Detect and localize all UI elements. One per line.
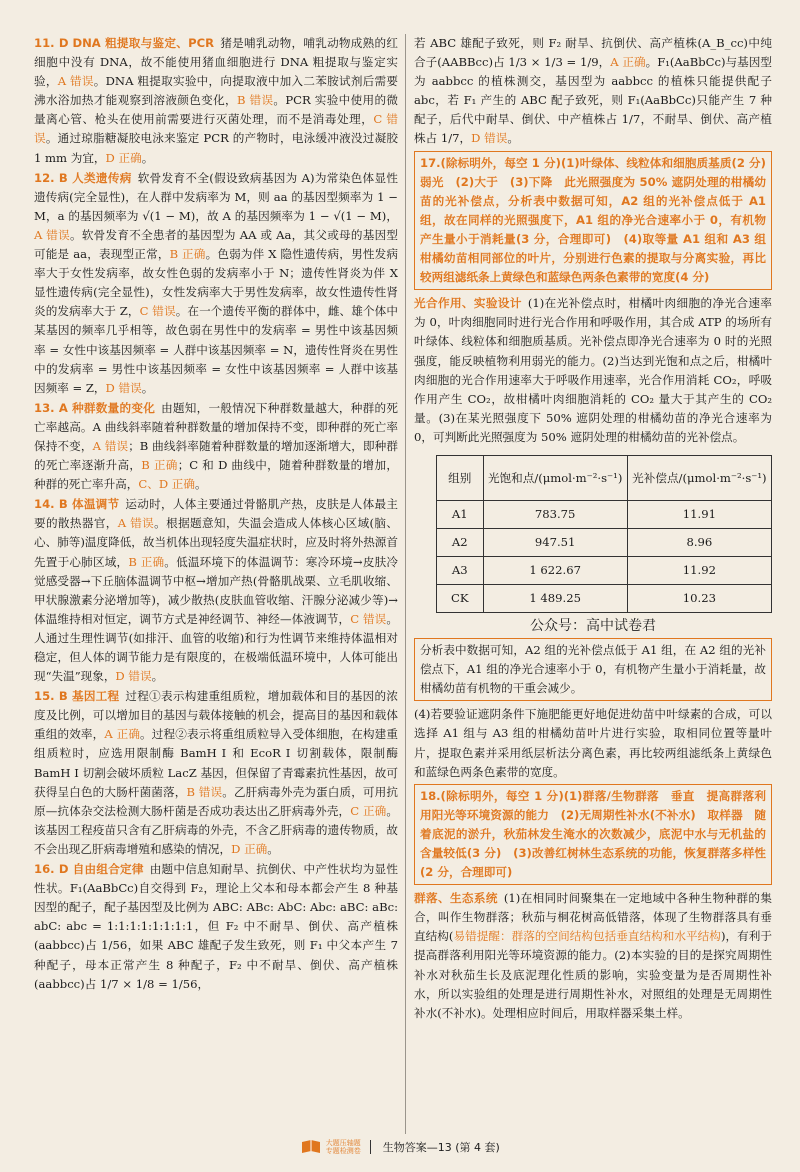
table-cell: 947.51 (483, 528, 627, 556)
analysis-box: 分析表中数据可知，A2 组的光补偿点低于 A1 组，在 A2 组的光补偿点下，A1 组的净光合速率小于 0，有机物产生量小于消耗量，故柑橘幼苗有机物的干重会减少。 (414, 638, 772, 701)
table-cell: 11.92 (627, 556, 771, 584)
book-logo-icon (300, 1138, 322, 1156)
answer-14: 14. B 体温调节 运动时，人体主要通过骨骼肌产热，皮肤是人体最主要的散热器官，A 错误。根据题意知，失温会造成人体核心区域(脑、心、肺等)温度降低，故当机体出现轻度失温症状时，应及时将外热源首先置于心肺区域，B 正确。低温环境下的体温调节：寒冷环境→皮肤冷觉感受器→下丘脑体温调节中枢→增加产热(骨骼肌战栗、立毛肌收缩、甲状腺激素分泌增加等)，减少散热(皮肤血管收缩、汗腺分泌减少等)→体温维持相对恒定，调节方式是神经调节、神经—体液调节，C 错误。人通过生理性调节(如排汗、血管的收缩)和行为性调节来维持体温相对稳定，但人体的调节能力是有限度的，在极端低温环境中，人体可能出现“失温”现象，D 错误。 (34, 497, 398, 684)
answer-11: 11. D DNA 粗提取与鉴定、PCR 猪是哺乳动物，哺乳动物成熟的红细胞中没有 DNA，故不能使用猪血细胞进行 DNA 粗提取与鉴定实验，A 错误。DNA 粗提取实验中，向提取液中加入二苯胺试剂后需要沸水浴加热才能观察到溶液颜色变化，B 错误。PCR 实验中使用的微量离心管、枪头在使用前需要进行灭菌处理，而不是消毒处理，C 错误。通过琼脂糖凝胶电泳来鉴定 PCR 的产物时，电泳缓冲液没过凝胶 1 mm 为宜，D 正确。 (34, 36, 398, 165)
table-header: 光饱和点/(μmol·m⁻²·s⁻¹) (483, 455, 627, 500)
watermark-text: 公众号：高中试卷君 (530, 617, 656, 634)
page-number: 生物答案—13 (第 4 套) (382, 1141, 500, 1154)
table-cell: 11.91 (627, 500, 771, 528)
footer-separator (370, 1140, 371, 1154)
table-header: 组别 (437, 455, 484, 500)
table-cell: 1 622.67 (483, 556, 627, 584)
error-tip: 易错提醒：群落的空间结构包括垂直结构和水平结构 (453, 929, 721, 944)
answer-13: 13. A 种群数量的变化 由题知，一般情况下种群数量越大，种群的死亡率越高。A 曲线斜率随着种群数量的增加保持不变，即种群的死亡率保持不变，A 错误；B 曲线斜率随着种群数量的增加逐渐增大，即种群的死亡率逐渐升高，B 正确；C 和 D 曲线中，随着种群数量的增加，种群的死亡率升高，C、D 正确。 (34, 400, 398, 492)
answer-15: 15. B 基因工程 过程①表示构建重组质粒，增加载体和目的基因的浓度及比例，可以增加目的基因与载体接触的机会，提高目的基因和载体重组的效率，A 正确。过程②表示将重组质粒导入受体细胞，在构建重组质粒时，应选用限制酶 BamH Ⅰ 和 EcoR Ⅰ 切割载体，限制酶 BamH Ⅰ 切割会破坏质粒 LacZ 基因，但保留了青霉素抗性基因，故可获得呈白色的大肠杆菌菌落，B 错误。乙肝病毒外壳为蛋白质，可用抗原—抗体杂交法检测大肠杆菌是否成功表达出乙肝病毒外壳，C 正确。该基因工程疫苗只含有乙肝病毒的外壳，不含乙肝病毒的遗传物质，故不会出现乙肝病毒增殖和感染的情况，D 正确。 (34, 689, 398, 856)
answer-18-key-box: 18.(除标明外，每空 1 分)(1)群落/生物群落 垂直 提高群落利用阳光等环境资源的能力 (2)无周期性补水(不补水) 取样器 随着底泥的淤升，秋茄林发生淹水的次数减少，底泥中水与无机盐的含量较低(3 分) (3)改善红树林生态系统的功能，恢复群落多样性(2 分，合理即可) (414, 784, 772, 885)
table-cell: CK (437, 584, 484, 612)
table-header: 光补偿点/(μmol·m⁻²·s⁻¹) (627, 455, 771, 500)
table-header-row (437, 455, 772, 500)
table-cell: A2 (437, 528, 484, 556)
table-cell: 783.75 (483, 500, 627, 528)
table-cell: A3 (437, 556, 484, 584)
answer-17-explanation: 光合作用、实验设计 (1)在光补偿点时，柑橘叶肉细胞的净光合速率为 0，叶肉细胞同时进行光合作用和呼吸作用，其合成 ATP 的场所有叶绿体、线粒体和细胞质基质。光补偿点即净光合速率为 0 时的光照强度，能反映植物利用弱光的能力。(2)当达到光饱和点之后，柑橘叶肉细胞的光合作用速率大于呼吸作用速率，光合作用消耗 CO₂，呼吸作用产生 CO₂，故柑橘叶肉细胞消耗的 CO₂ 量大于其产生的 CO₂ 量。(3)在某光照强度下 50% 遮阴处理的柑橘幼苗的净光合速率为 0，可判断此光照强度为 50% 遮阴处理的柑橘幼苗的光补偿点。 (414, 296, 772, 444)
table-cell: 8.96 (627, 528, 771, 556)
left-column (34, 34, 398, 995)
table-cell: 1 489.25 (483, 584, 627, 612)
table-row (437, 584, 772, 612)
table-row (437, 528, 772, 556)
footer-logo-text: 大题压轴题 专题检测卷 (325, 1139, 361, 1155)
table-cell: A1 (437, 500, 484, 528)
answer-12: 12. B 人类遗传病 软骨发育不全(假设致病基因为 A)为常染色体显性遗传病(完全显性)，在人群中发病率为 M，则 aa 的基因型频率为 1 − M，a 的基因频率为 √(1 − M)，故 A 的基因频率为 1 − √(1 − M)，A 错误。软骨发育不全患者的基因型为 AA 或 Aa，其父或母的基因型可能是 aa，表现型正常，B 正确。色弱为伴 X 隐性遗传病，男性发病率大于女性发病率，故女性色弱的发病率小于 N；遗传性肾炎为伴 X 显性遗传病(完全显性)，女性发病率大于男性发病率，故女性遗传性肾炎的发病率大于 Z，C 错误。在一个遗传平衡的群体中，雌、雄个体中某基因的频率几乎相等，故色弱在男性中的发病率 = 男性中该基因频率 = 女性中该基因频率 = 人群中该基因频率 = N，遗传性肾炎在男性中的发病率 = 男性中该基因频率 = 女性中该基因频率 = 人群中该基因频率 = Z，D 错误。 (34, 170, 399, 395)
data-table (436, 455, 772, 613)
answer-16: 16. D 自由组合定律 由题中信息知耐旱、抗倒伏、中产性状均为显性性状。F₁(AaBbCc)自交得到 F₂，理论上父本和母本都会产生 8 种基因型的配子，配子基因型及比例为 ABC: ABc: AbC: Abc: aBC: aBc: abC: abc = 1:1:1:1:1:1:1:1，但 F₂ 中不耐旱、倒伏、高产植株(aabbcc)占 1/56，如果 ABC 雄配子发生致死，则 F₁ 中父本产生 7 种配子，母本正常产生 8 种配子，F₂ 中不耐旱、倒伏、高产植株(aabbcc)占 1/7 × 1/8 = 1/56， (34, 862, 398, 991)
answer-16-continued: 若 ABC 雄配子致死，则 F₂ 耐旱、抗倒伏、高产植株(A_B_cc)中纯合子(AABBcc)占 1/3 × 1/3 = 1/9，A 正确。F₁(AaBbCc)与基因型为 aabbcc 的植株测交，基因型为 aabbcc 的植株只能提供配子 abc，若 F₁ 产生的 ABC 配子致死，则 F₁(AaBbCc)只能产生 7 种配子，后代中耐旱、倒伏、中产植株占 1/7，不耐旱、倒伏、高产植株占 1/7，D 错误。 (414, 36, 772, 146)
table-row (437, 500, 772, 528)
table-cell: 10.23 (627, 584, 771, 612)
answer-17-part4: (4)若要验证遮阴条件下施肥能更好地促进幼苗中叶绿素的合成，可以选择 A1 组与 A3 组的柑橘幼苗叶片进行实验，取相同位置等量叶片，提取色素并采用纸层析法分离色素，再比较两组滤纸条上黄绿色和蓝绿色两条色素带的宽度。 (414, 707, 772, 779)
column-divider (405, 34, 406, 1134)
page-footer (0, 1138, 800, 1162)
table-row (437, 556, 772, 584)
answer-17-key-box: 17.(除标明外，每空 1 分)(1)叶绿体、线粒体和细胞质基质(2 分) 弱光 (2)大于 (3)下降 此光照强度为 50% 遮阴处理的柑橘幼苗的光补偿点，分析表中数据可知，A2 组的光补偿点低于 A1 组，故在同样的光照强度下，A1 组的净光合速率小于 0，有机物产生量小于消耗量(3 分，合理即可) (4)取等量 A1 组和 A3 组柑橘幼苗相同部位的叶片，分别进行色素的提取与分离实验，再比较两组滤纸条上黄绿色和蓝绿色两条色素带的宽度(4 分) (414, 151, 772, 291)
right-column (414, 34, 778, 1024)
answer-18-explanation: 群落、生态系统 (1)在相同时间聚集在一定地域中各种生物种群的集合，叫作生物群落；秋茄与桐花树高低错落，体现了生物群落具有垂直结构(易错提醒：群落的空间结构包括垂直结构和水平结构)，有利于提高群落利用阳光等环境资源的能力。(2)本实验的目的是探究周期性补水对秋茄生长及底泥理化性质的影响，实验变量为是否周期性补水，所以实验组的处理是进行周期性补水，对照组的处理是无周期性补水(不补水)。处理相应时间后，用取样器采集土样。 (414, 891, 772, 1020)
